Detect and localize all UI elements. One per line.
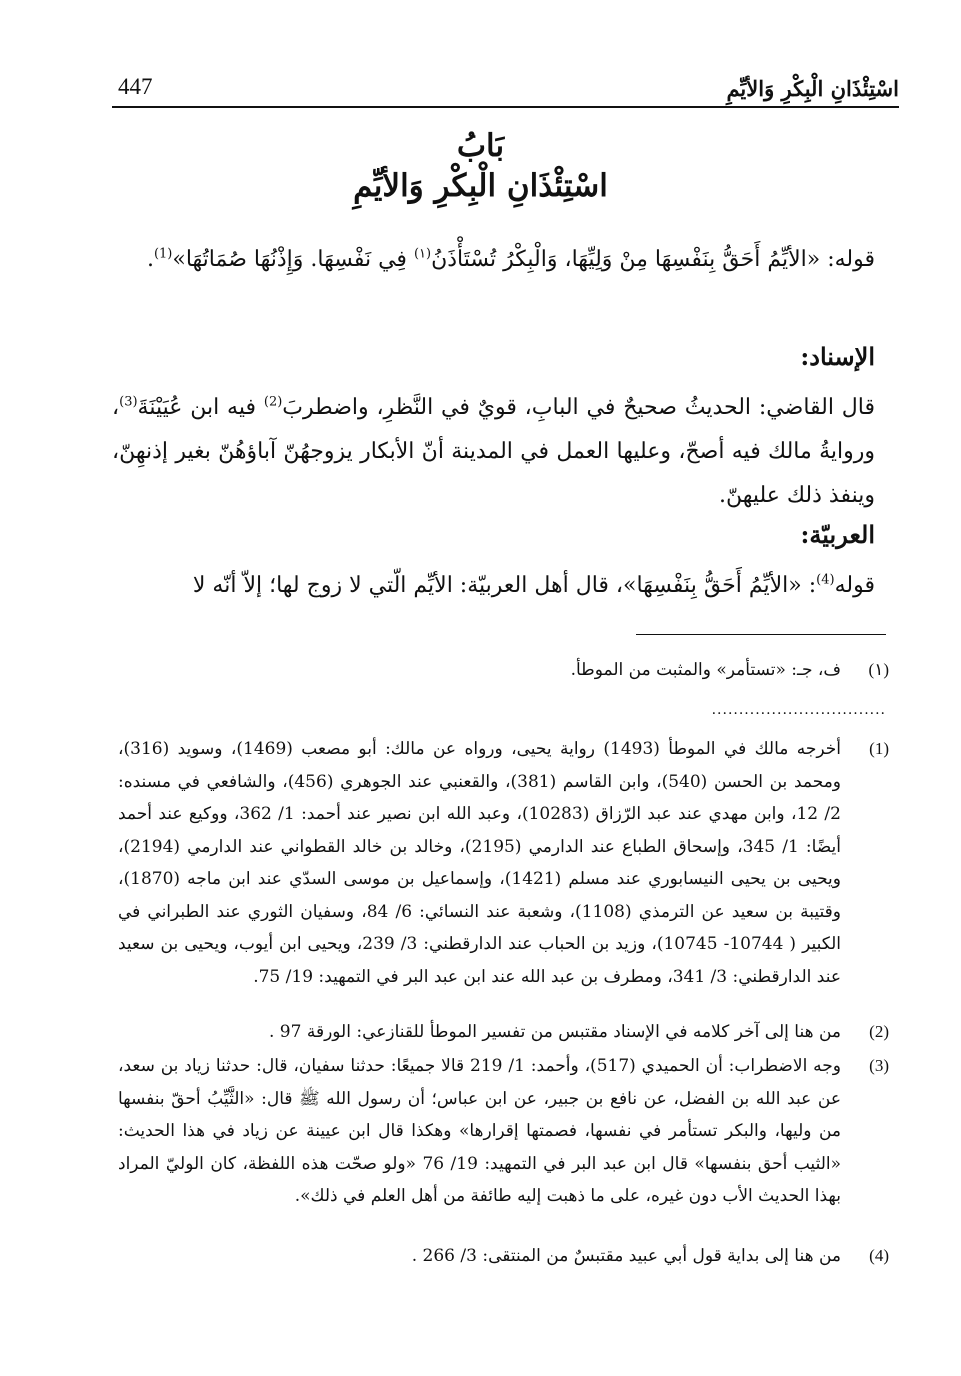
footnote-ref: (2) [263, 394, 283, 410]
chapter-label: بَابُ [456, 128, 505, 164]
hadith-text-cont: فِي نَفْسِهَا. وَإِذْنُهَا صُمَاتُهَا» [172, 247, 414, 272]
footnote-ref: (4) [816, 572, 835, 588]
footnote [118, 733, 889, 993]
isnad-text-end: ، وروايةُ مالك فيه أصحّ، وعليها العمل في المدينة أنّ الأبكار يزوجهُنّ آباؤهُنّ بغير إذنهِنّ، وينفذ ذلك عليهنّ. [112, 395, 875, 508]
apparatus-text: ف، جـ: «تستأمر» والمثبت من الموطأ. [570, 660, 841, 680]
footnote-text: من هنا إلى بداية قول أبي عبيد مقتبسٌ من المنتقى: 3/ 266 . [411, 1246, 841, 1266]
apparatus-note [118, 654, 889, 687]
footnote-text: وجه الاضطراب: أن الحميدي (517)، وأحمد: 1/ 219 قالا جميعًا: حدثنا سفيان، قال: حدثنا زياد بن سعد، عن عبد الله بن الفضل، عن نافع بن جبير، عن ابن عباس؛ أن رسول الله ﷺ قال: «الثَّيِّبُ أحقّ بنفسها من وليها، والبكر تستأمر في نفسها، فصمتها إقرارها» وهكذا قال ابن عيينة عن زياد في هذا الحديث: «الثيب أحق بنفسها» قال ابن عبد البر في التمهيد: 19/ 76 «ولو صحّت هذه اللفظة، كان الوليّ المراد بهذا الحديث الأب دون غيره، على ما ذهبت إليه طائفة من أهل العلم في ذلك». [118, 1056, 842, 1206]
isnad-heading: الإسناد: [800, 342, 875, 371]
apparatus-ref: (١) [413, 246, 432, 262]
dotted-separator: ................................ [711, 702, 886, 718]
isnad-text: قال القاضي: الحديثُ صحيحٌ في البابِ، قويٌ في النَّظرِ، واضطربَ [282, 395, 876, 420]
footnote-ref: (3) [119, 394, 138, 410]
isnad-text-cont: فيه ابن عُيَيْنَةَ [137, 395, 264, 420]
footnote-number: (4) [869, 1246, 889, 1265]
running-title: اسْتِئْذَانِ الْبِكْرِ وَالأيِّمِ [726, 76, 899, 101]
chapter-title: اسْتِئْذَانِ الْبِكْرِ وَالأيِّمِ [353, 168, 608, 204]
footnote-rule [636, 634, 886, 635]
hadith-text: قوله: «الأيِّمُ أَحَقُّ بِنَفْسِهَا مِنْ وَلِيِّهَا، وَالْبِكْرُ تُسْتَأْذَنُ [431, 247, 875, 272]
footnote-number: (3) [869, 1056, 889, 1075]
footnote-text: أخرجه مالك في الموطأ (1493) رواية يحيى، ورواه عن مالك: أبو مصعب (1469)، وسويد (316)، ومحمد بن الحسن (540)، وابن القاسم (381)، والقعنبي عند الجوهري (456)، والشافعي في مسنده: 2/ 12، وابن مهدي عند عبد الرّزاق (10283)، وعبد الله ابن نصير عند أحمد: 1/ 362، ووكيع عند أحمد أيضًا: 1/ 345، وإسحاق الطباع عند الدارمي (2195)، وخالد بن خالد القطواني عند الدارمي (2194)، ويحيى بن يحيى النيسابوري عند مسلم (1421)، وإسماعيل بن موسى السدّي عند ابن ماجه (1870)، وقتيبة بن سعيد عن الترمذي (1108)، وشعبة عند النسائي: 6/ 84، وسفيان الثوري عند الطبراني في الكبير ( 10744- 10745)، وزيد بن الحباب عند الدارقطني: 3/ 239، ويحيى ابن أيوب، ويحيى بن سعيد عند الدارقطني: 3/ 341، ومطرف بن عبد الله عند ابن عبد البر في التمهيد: 19/ 75. [118, 739, 842, 987]
hadith-paragraph [112, 238, 875, 282]
page-number: 447 [118, 74, 153, 99]
hadith-end: . [146, 247, 154, 272]
arabiyya-text-cont: : «الأيِّمُ أَحَقُّ بِنَفْسِهَا»، قال أهل العربيّة: الأيِّم الّتي لا زوج لها؛ إلاّ أنّه لا [192, 573, 817, 598]
footnote-number: (2) [869, 1022, 889, 1041]
arabiyya-heading: العربيّة: [800, 520, 875, 549]
header-rule [112, 106, 899, 108]
isnad-paragraph [112, 386, 875, 518]
footnote [118, 1240, 889, 1273]
footnote [118, 1016, 889, 1049]
apparatus-number: (١) [868, 660, 889, 679]
footnote-text: من هنا إلى آخر كلامه في الإسناد مقتبس من تفسير الموطأ للقنازعي: الورقة 97 . [268, 1022, 841, 1042]
footnote [118, 1050, 889, 1213]
arabiyya-text: قوله [834, 573, 875, 598]
footnote-ref: (1) [153, 246, 173, 262]
arabiyya-paragraph [112, 564, 875, 608]
footnote-number: (1) [869, 739, 889, 758]
